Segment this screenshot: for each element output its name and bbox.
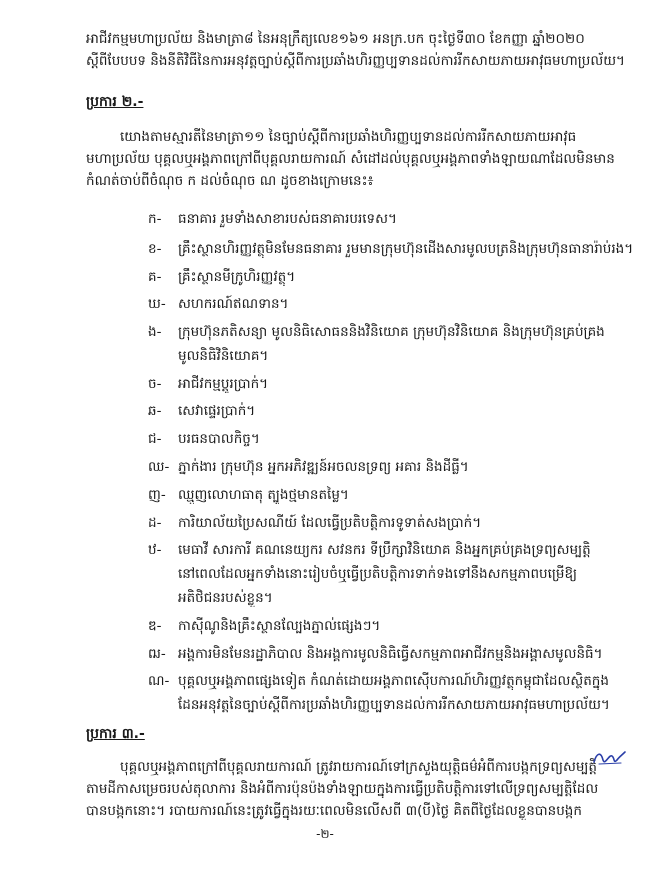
list-marker: ឍ- bbox=[148, 646, 166, 662]
list-item-da bbox=[148, 514, 481, 532]
article-3-heading: ប្រការ ៣.- bbox=[86, 726, 145, 742]
list-marker: គ- bbox=[148, 269, 162, 285]
list-item-ka bbox=[148, 210, 397, 228]
list-marker: ឃ- bbox=[148, 296, 166, 312]
list-item-cho bbox=[148, 430, 260, 448]
list-text: អង្គការមិនមែនរដ្ឋាភិបាល និងអង្គការមូលនិធិធ្វើសកម្មភាពអាជីវកម្មនិងអង្គាសមូលនិធិ។ bbox=[178, 646, 603, 662]
list-item-ko bbox=[148, 268, 295, 286]
list-text: បុគ្គលឬអង្គភាពផ្សេងទៀត កំណត់ដោយអង្គភាពស៊ើបការណ៍ហិរញ្ញវត្ថុកម្ពុជាដែលស្ថិតក្នុង bbox=[178, 673, 609, 689]
list-item-cha bbox=[148, 375, 268, 393]
list-marker: ច- bbox=[148, 376, 162, 392]
list-marker: ជ- bbox=[148, 431, 162, 447]
article-2-heading: ប្រការ ២.- bbox=[86, 94, 144, 110]
list-item-chho bbox=[148, 458, 469, 476]
list-text: សហករណ៍ឥណទាន។ bbox=[178, 296, 289, 312]
list-text: អាជីវកម្មប្ដូរប្រាក់។ bbox=[178, 376, 269, 392]
list-item-nho bbox=[148, 486, 349, 504]
list-marker: ក- bbox=[148, 211, 162, 227]
list-item-chha bbox=[148, 402, 255, 420]
article-2-para-line-2: មហាប្រល័យ បុគ្គលឬអង្គភាពក្រៅពីបុគ្គលរាយការណ៍ សំដៅដល់បុគ្គលឬអង្គភាពទាំងឡាយណាដែលមិនមាន bbox=[86, 151, 615, 167]
article-3-para-line-1: បុគ្គលឬអង្គភាពក្រៅពីបុគ្គលរាយការណ៍ ត្រូវរាយការណ៍ទៅក្រសួងយុត្តិធម៌អំពីការបង្កកទ្រព្យសម្បត្តិ bbox=[120, 759, 597, 775]
list-item-tha-cont: នៅពេលដែលអ្នកទាំងនោះរៀបចំឬធ្វើប្រតិបត្តិការទាក់ទងទៅនឹងសកម្មភាពបម្រើឱ្យ bbox=[178, 566, 578, 582]
list-text: បរធនបាលកិច្ច។ bbox=[178, 431, 260, 447]
initials-signature bbox=[591, 748, 627, 768]
article-3-para-line-2: តាមដីកាសម្រេចរបស់តុលាការ និងអំពីការប៉ុនប៉ងទាំងឡាយក្នុងការធ្វើប្រតិបត្តិការទៅលើទ្រព្យសម្បត្តិដែល bbox=[86, 781, 599, 797]
article-3-para-line-3: បានបង្កកនោះ។ របាយការណ៍នេះត្រូវធ្វើក្នុងរយៈពេលមិនលើសពី ៣(បី)ថ្ងៃ គិតពីថ្ងៃដែលខ្លួនបានបង្កក bbox=[86, 803, 582, 819]
list-text: ភ្នាក់ងារ ក្រុមហ៊ុន អ្នកអភិវឌ្ឍន៍អចលនទ្រព្យ អគារ និងដីធ្លី។ bbox=[178, 459, 469, 475]
list-text: សេវាផ្ទេរប្រាក់។ bbox=[178, 403, 256, 419]
list-marker: ដ- bbox=[148, 515, 162, 531]
list-item-kha bbox=[148, 240, 633, 258]
list-marker: ខ- bbox=[148, 241, 162, 257]
list-marker: ង- bbox=[148, 324, 162, 340]
article-2-para-line-1: យោងតាមស្មារតីនៃមាត្រា១១ នៃច្បាប់ស្ដីពីការប្រឆាំងហិរញ្ញប្បទានដល់ការរីកសាយភាយអាវុធ bbox=[120, 129, 577, 145]
list-text: គ្រឹះស្ថានហិរញ្ញវត្ថុមិនមែនធនាគារ រួមមានក្រុមហ៊ុនដើងសារមូលបត្រនិងក្រុមហ៊ុនធានារ៉ាប់រង។ bbox=[178, 241, 634, 257]
list-text: ឈ្មួញលោហធាតុ ត្បូងថ្មមានតម្លៃ។ bbox=[178, 487, 349, 503]
list-marker: ឈ- bbox=[148, 459, 170, 475]
list-item-na-cont: ដែនអនុវត្តនៃច្បាប់ស្ដីពីការប្រឆាំងហិរញ្ញប្បទានដល់ការរីកសាយភាយអាវុធមហាប្រល័យ។ bbox=[178, 697, 610, 713]
intro-line-1: អាជីវកម្មមហាប្រល័យ និងមាត្រា៨ នៃអនុក្រឹត្យលេខ១៦១ អនក្រ.បក ចុះថ្ងៃទី៣០ ខែកញ្ញា ឆ្នាំ២០២០ bbox=[86, 31, 585, 47]
list-marker: ឌ- bbox=[148, 618, 162, 634]
list-text: កាស៊ីណូនិងគ្រឹះស្ថានល្បែងភ្នាល់ផ្សេងៗ។ bbox=[178, 618, 381, 634]
list-marker: ឋ- bbox=[148, 542, 162, 558]
list-item-kho bbox=[148, 295, 288, 313]
list-item-tha bbox=[148, 541, 591, 559]
list-item-ngo-cont: មូលនិធិវិនិយោគ។ bbox=[178, 348, 269, 364]
list-text: ការិយាល័យប្រៃសណីយ៍ ដែលធ្វើប្រតិបត្តិការទូទាត់សងប្រាក់។ bbox=[178, 515, 482, 531]
list-text: មេធាវី សារការី គណនេយ្យករ សវនករ ទីប្រឹក្សាវិនិយោគ និងអ្នកគ្រប់គ្រងទ្រព្យសម្បត្តិ bbox=[178, 542, 591, 558]
list-item-ngo bbox=[148, 323, 605, 341]
list-marker: ណ- bbox=[148, 673, 170, 689]
page-number: -២- bbox=[316, 827, 334, 841]
list-marker: ញ- bbox=[148, 487, 166, 503]
list-text: ក្រុមហ៊ុនភតិសន្យា មូលនិធិសោធននិងវិនិយោគ ក្រុមហ៊ុនវិនិយោគ និងក្រុមហ៊ុនគ្រប់គ្រង bbox=[178, 324, 605, 340]
list-item-na bbox=[148, 672, 609, 690]
list-marker: ឆ- bbox=[148, 403, 162, 419]
article-2-para-line-3: កំណត់ចាប់ពីចំណុច ក ដល់ចំណុច ណ ដូចខាងក្រោមនេះ៖ bbox=[86, 173, 374, 189]
list-item-tha-cont-2: អតិថិជនរបស់ខ្លួន។ bbox=[178, 590, 273, 606]
list-item-do bbox=[148, 617, 380, 635]
list-text: ធនាគារ រួមទាំងសាខារបស់ធនាគារបរទេស។ bbox=[178, 211, 397, 227]
intro-line-2: ស្ដីពីបែបបទ និងនីតិវិធីនៃការអនុវត្តច្បាប់ស្ដីពីការប្រឆាំងហិរញ្ញប្បទានដល់ការរីកសាយភាយអាវុធមហាប្រល័យ។ bbox=[86, 53, 625, 69]
list-item-tho bbox=[148, 645, 603, 663]
list-text: គ្រឹះស្ថានមីក្រូហិរញ្ញវត្ថុ។ bbox=[178, 269, 296, 285]
